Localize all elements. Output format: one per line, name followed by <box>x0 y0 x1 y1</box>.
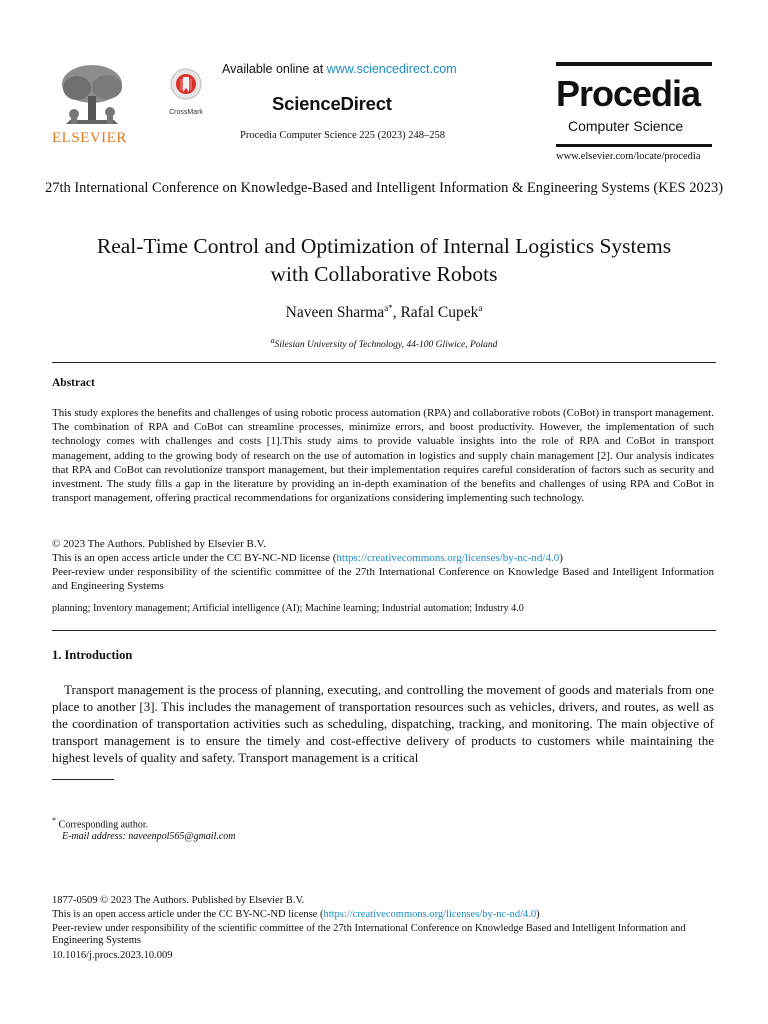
footer-open-access-prefix: This is an open access article under the CC BY-NC-ND license ( <box>52 909 324 920</box>
sciencedirect-link[interactable]: www.sciencedirect.com <box>326 62 457 76</box>
footer-open-access <box>52 909 714 921</box>
paper-title <box>30 232 738 288</box>
author-2-sup: a <box>478 303 483 313</box>
available-prefix: Available online at <box>222 62 327 76</box>
divider <box>52 630 716 631</box>
open-access-suffix: ) <box>559 552 563 564</box>
procedia-wordmark: Procedia <box>556 73 701 114</box>
procedia-subtitle: Computer Science <box>568 118 684 134</box>
affiliation <box>30 336 738 350</box>
author-separator: , <box>392 304 401 322</box>
divider <box>52 362 716 363</box>
procedia-logo <box>556 62 712 147</box>
author-list <box>30 303 738 322</box>
introduction-text: Transport management is the process of planning, executing, and controlling the movement of goods and materials from one place to another [3]. This includes the management of transportation resources such as vehicles, drivers, and routes, as well as the coordination of transportation activities such as scheduling, dispatching, tracking, and monitoring. The main objective of transport management is to ensure the timely and cost-effective delivery of products to customers while maintaining the highest levels of quality and safety. Transport management is a critical <box>52 682 714 765</box>
footer-license-link[interactable]: https://creativecommons.org/licenses/by-nc-nd/4.0 <box>323 909 537 920</box>
introduction-paragraph <box>52 681 714 766</box>
footnote-email <box>62 831 236 842</box>
abstract-body: This study explores the benefits and challenges of using robotic process automation (RPA) and collaborative robots (CoBot) in transport management. The combination of RPA and CoBot can streamline processes, minimize errors, and boost productivity. However, the implementation of such technology comes with challenges and costs [1].This study aims to provide valuable insights into the role of RPA and CoBot in transport management, adding to the growing body of research on the use of automation in logistics and supply chain management [2]. Our analysis indicates that RPA and CoBot can revolutionize transport management, but their implementation requires careful consideration of factors such as security and investment. The study fills a gap in the literature by providing an in-depth examination of the benefits and challenges of using RPA and CoBot in transport management, offering practical recommendations for organizations considering implementing such technology. <box>52 407 714 505</box>
conference-name: 27th International Conference on Knowledge-Based and Intelligent Information & Engineering Systems (KES 2023) <box>44 180 724 196</box>
author-1-sup: a* <box>384 303 393 313</box>
available-online <box>222 62 457 76</box>
footer-issn: 1877-0509 © 2023 The Authors. Published by Elsevier B.V. <box>52 895 305 906</box>
author-2: Rafal Cupek <box>400 304 479 322</box>
sciencedirect-title: ScienceDirect <box>272 93 392 114</box>
copyright-line: © 2023 The Authors. Published by Elsevier B.V. <box>52 538 266 550</box>
crossmark-icon <box>170 68 202 102</box>
footnote-mark: * <box>52 816 57 825</box>
crossmark-label: CrossMark <box>169 109 203 116</box>
footer-peer-review: Peer-review under responsibility of the scientific committee of the 27th International Conference on Knowledge Based and Intelligent Information and Engineering Systems <box>52 923 686 947</box>
crossmark-badge[interactable] <box>168 68 204 124</box>
journal-citation: Procedia Computer Science 225 (2023) 248–258 <box>240 130 445 141</box>
footer-doi[interactable]: 10.1016/j.procs.2023.10.009 <box>52 950 173 961</box>
abstract-heading: Abstract <box>52 377 95 389</box>
journal-url[interactable]: www.elsevier.com/locate/procedia <box>556 151 701 162</box>
paper-title-line-1: Real-Time Control and Optimization of Internal Logistics Systems <box>96 234 672 258</box>
affiliation-text: Silesian University of Technology, 44-100 Gliwice, Poland <box>274 340 498 351</box>
footnote-corresponding <box>52 816 148 830</box>
peer-review-line: Peer-review under responsibility of the scientific committee of the 27th International Conference on Knowledge Based and Intelligent Information and Engineering Systems <box>52 566 714 592</box>
author-1: Naveen Sharma <box>285 304 385 322</box>
email-label: E-mail address: <box>62 831 129 842</box>
open-access-line <box>52 551 714 565</box>
affiliation-sup: a <box>270 336 275 345</box>
license-link[interactable]: https://creativecommons.org/licenses/by-nc-nd/4.0 <box>336 552 560 564</box>
open-access-prefix: This is an open access article under the CC BY-NC-ND license ( <box>52 552 337 564</box>
footer-open-access-suffix: ) <box>536 909 540 920</box>
section-heading-introduction: 1. Introduction <box>52 648 133 662</box>
email-address[interactable]: naveenpol565@gmail.com <box>128 831 236 842</box>
keywords: planning; Inventory management; Artificial intelligence (AI); Machine learning; Industrial automation; Industry 4.0 <box>52 603 524 614</box>
footnote-rule <box>52 779 114 780</box>
publisher-wordmark: ELSEVIER <box>52 130 127 146</box>
paper-title-line-2: with Collaborative Robots <box>270 262 498 286</box>
corresponding-label: Corresponding author. <box>58 819 149 831</box>
